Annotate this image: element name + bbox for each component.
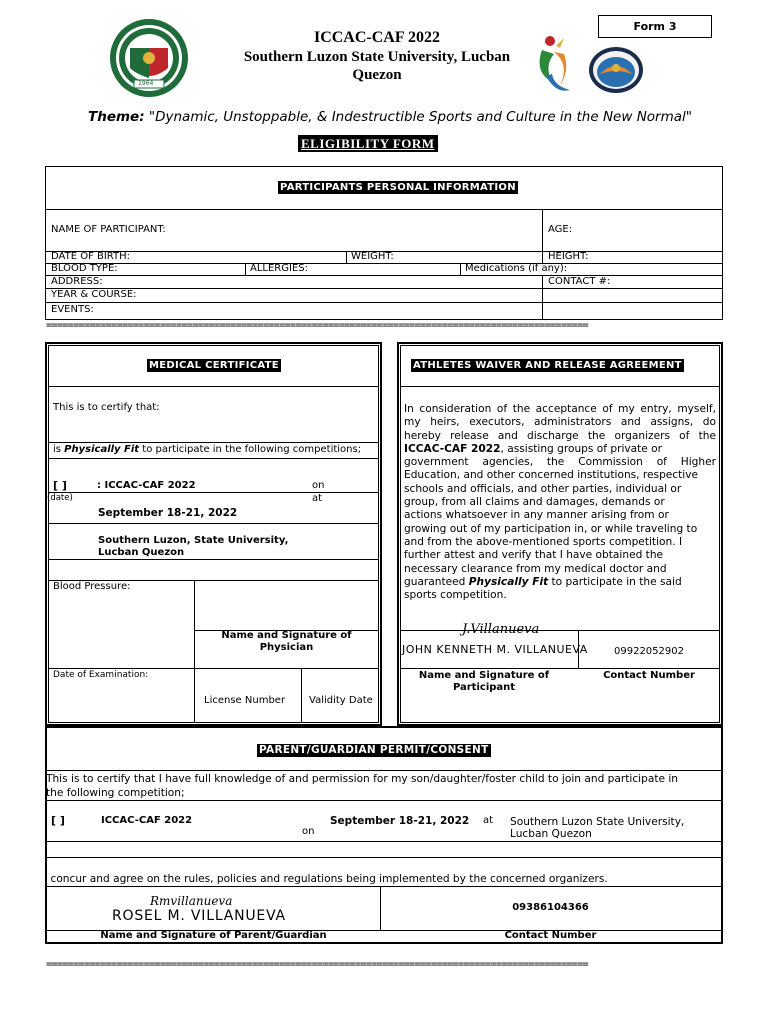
participant-contact-number: 09922052902 bbox=[614, 646, 684, 657]
personal-info-header: PARTICIPANTS PERSONAL INFORMATION bbox=[280, 182, 516, 193]
date-of-examination-label: Date of Examination: bbox=[53, 670, 149, 680]
parent-checkbox[interactable]: [ ] bbox=[51, 814, 65, 827]
medical-at-text: at bbox=[312, 493, 323, 504]
form-number-text: Form 3 bbox=[633, 20, 677, 33]
guardian-signature: Rmvillanueva bbox=[150, 894, 233, 908]
theme-text: "Dynamic, Unstoppable, & Indestructible Sports and Culture in the New Normal" bbox=[148, 109, 692, 125]
medical-checkbox[interactable]: [ ] bbox=[53, 479, 67, 492]
physician-label-line1: Name and Signature of bbox=[221, 630, 352, 641]
concur-text: I concur and agree on the rules, policies and regulations being implemented by the concerned organizers. bbox=[44, 873, 608, 885]
seal-year: 1964 bbox=[138, 80, 154, 87]
waiver-header: ATHLETES WAIVER AND RELEASE AGREEMENT bbox=[413, 360, 682, 371]
form-number-tag bbox=[598, 15, 712, 38]
date-of-birth-label: DATE OF BIRTH: bbox=[51, 251, 131, 262]
certify-text: This is to certify that: bbox=[53, 402, 160, 413]
form-title: ELIGIBILITY FORM bbox=[298, 135, 438, 152]
participant-signature-label-2: Participant bbox=[452, 682, 516, 693]
caf-event-logo bbox=[530, 32, 582, 98]
parent-venue-line2: Lucban Quezon bbox=[510, 828, 592, 840]
age-label: AGE: bbox=[548, 224, 573, 235]
parent-on-text: on bbox=[302, 826, 315, 837]
address-label: ADDRESS: bbox=[51, 276, 103, 287]
parent-at-text: at bbox=[483, 815, 494, 826]
province-line: Quezon bbox=[352, 67, 402, 83]
events-label: EVENTS: bbox=[51, 304, 94, 315]
medical-event-name: : ICCAC-CAF 2022 bbox=[97, 480, 196, 491]
event-title: ICCAC-CAF 2022 bbox=[313, 29, 441, 46]
theme-line bbox=[88, 109, 692, 126]
blood-type-label: BLOOD TYPE: bbox=[51, 263, 118, 274]
physically-fit-text: is Physically Fit to participate in the following competitions; bbox=[53, 444, 362, 455]
waiver-text: In consideration of the acceptance of my entry, myself, my heirs, executors, administrators and assigns, do hereby release and discharge the organizers of the ICCAC-CAF 2022, assisting groups of private or government agencies, the Commission of Higher Education, and other concerned institutions, respective schools and officials, and other parties, individual or group, from all claims and damages, demands or actions whatsoever in any manner arising from or growing out of my participation in, or while traveling to and from the above-mentioned sports competition. I further attest and verify that I have obtained the necessary clearance from my medical doctor and guaranteed Physically Fit to participate in the said sports competition. bbox=[404, 403, 716, 602]
weight-label: WEIGHT: bbox=[351, 251, 394, 262]
parent-event-name: ICCAC-CAF 2022 bbox=[101, 815, 193, 826]
medical-dates: September 18-21, 2022 bbox=[98, 507, 238, 519]
year-course-label: YEAR & COURSE: bbox=[51, 289, 137, 300]
allergies-label: ALLERGIES: bbox=[250, 263, 308, 274]
parent-certify-line1: This is to certify that I have full knowledge of and permission for my son/daughter/foster child to join and participate in bbox=[46, 773, 679, 785]
sports-badge-logo bbox=[588, 46, 644, 94]
guardian-signature-label: Name and Signature of Parent/Guardian bbox=[100, 930, 327, 941]
license-number-label: License Number bbox=[204, 695, 286, 706]
guardian-contact-number: 09386104366 bbox=[512, 902, 589, 913]
participant-signature-label-1: Name and Signature of bbox=[418, 670, 550, 681]
height-label: HEIGHT: bbox=[548, 251, 589, 262]
contact-label: CONTACT #: bbox=[548, 276, 611, 287]
separator-line: ==================================================================================================== bbox=[46, 321, 589, 331]
medical-venue-line2: Lucban Quezon bbox=[98, 547, 185, 558]
participant-signature: J.Villanueva bbox=[462, 622, 540, 637]
medical-on-text: on bbox=[312, 480, 325, 491]
validity-date-label: Validity Date bbox=[309, 695, 373, 706]
participant-contact-label: Contact Number bbox=[603, 670, 695, 681]
name-of-participant-label: NAME OF PARTICIPANT: bbox=[51, 224, 166, 235]
medical-certificate-header: MEDICAL CERTIFICATE bbox=[149, 360, 279, 371]
medications-label: Medications (if any): bbox=[465, 263, 568, 274]
bottom-separator-line: ==================================================================================================== bbox=[46, 960, 589, 970]
blood-pressure-label: Blood Pressure: bbox=[53, 581, 131, 592]
parent-certify-line2: the following competition; bbox=[46, 787, 185, 799]
medical-venue-line1: Southern Luzon, State University, bbox=[98, 535, 289, 546]
theme-label: Theme: bbox=[88, 109, 145, 125]
parent-dates: September 18-21, 2022 bbox=[330, 815, 470, 827]
parent-venue-line1: Southern Luzon State University, bbox=[510, 816, 685, 828]
university-line: Southern Luzon State University, Lucban bbox=[243, 49, 511, 65]
medical-date-label: (date) bbox=[47, 493, 73, 503]
parent-consent-header: PARENT/GUARDIAN PERMIT/CONSENT bbox=[259, 744, 489, 756]
guardian-contact-label: Contact Number bbox=[504, 930, 597, 941]
guardian-printed-name: ROSEL M. VILLANUEVA bbox=[112, 908, 286, 924]
participant-printed-name: JOHN KENNETH M. VILLANUEVA bbox=[402, 643, 588, 656]
physician-label-line2: Physician bbox=[259, 642, 314, 653]
